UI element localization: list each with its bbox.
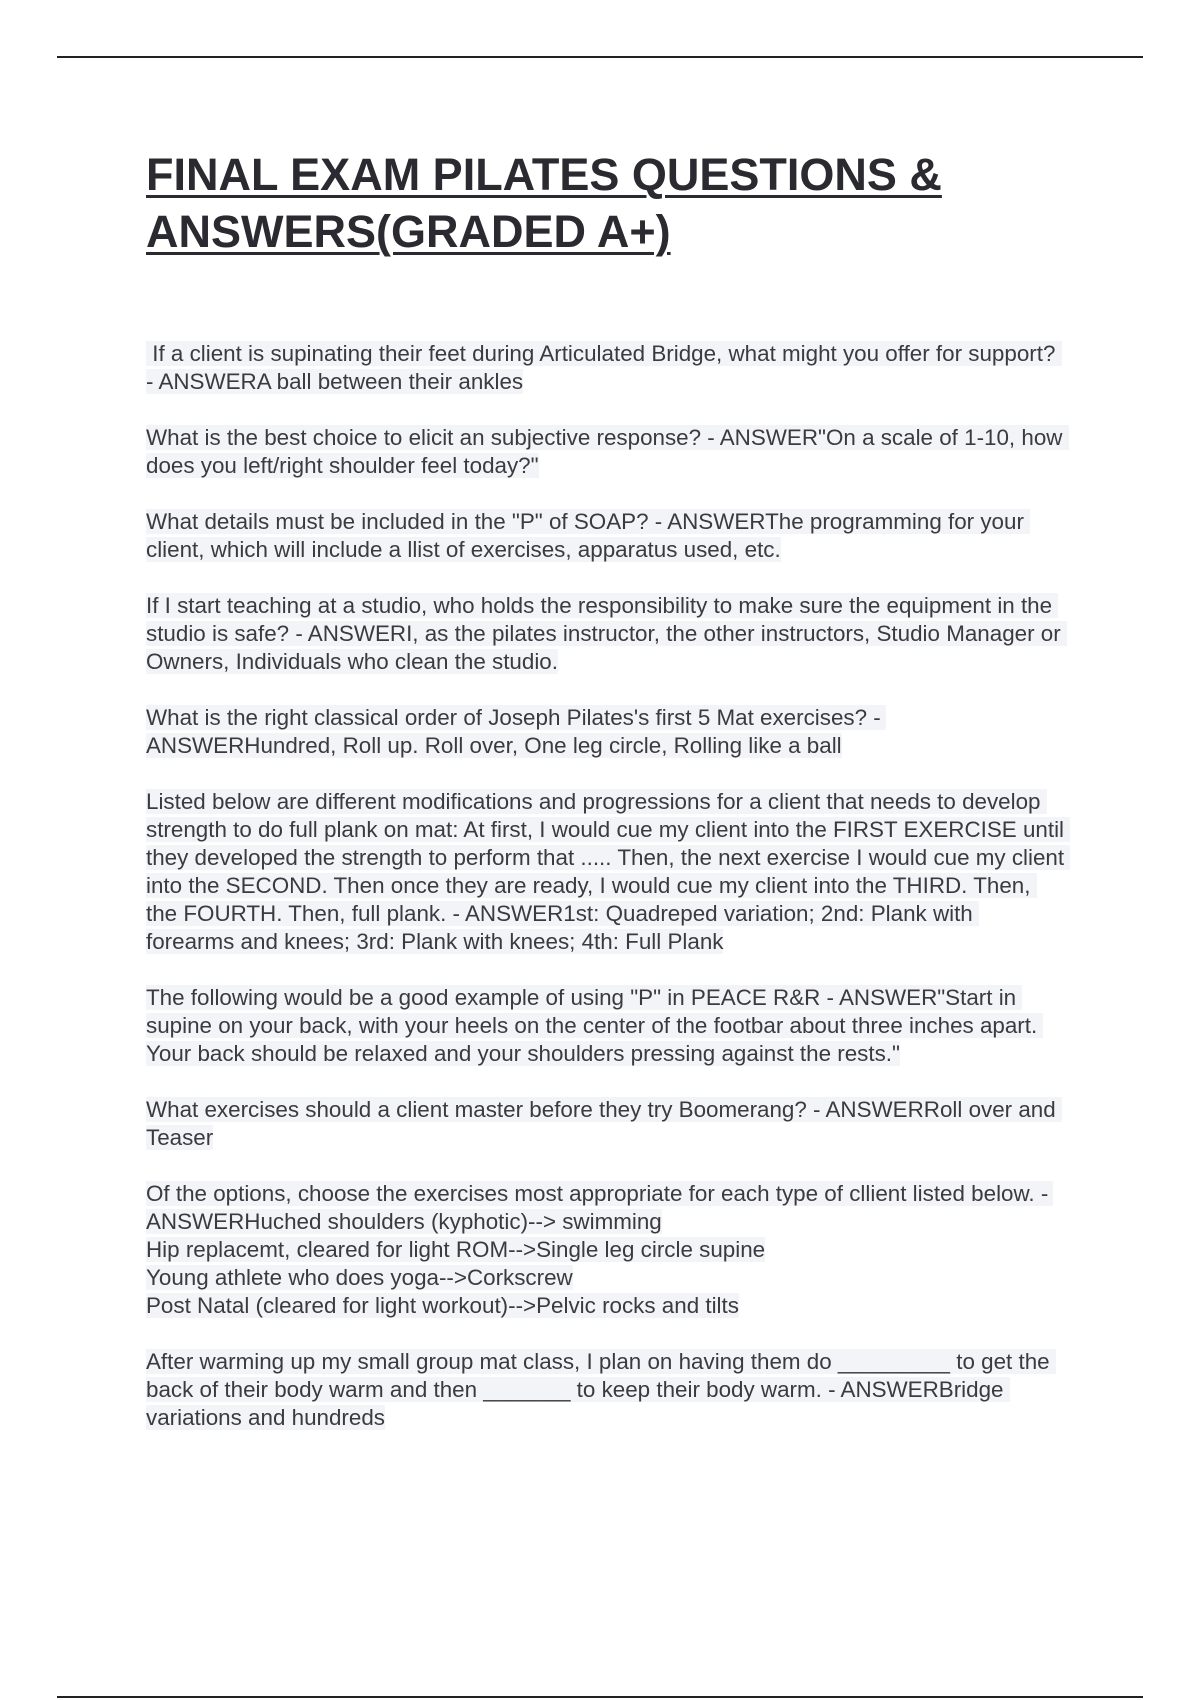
qa-item bbox=[146, 340, 1066, 396]
qa-text: What exercises should a client master before they try Boomerang? - ANSWERRoll over and Teaser bbox=[146, 1097, 1062, 1150]
qa-item bbox=[146, 508, 1066, 564]
bottom-divider bbox=[57, 1696, 1143, 1698]
qa-text: The following would be a good example of using "P" in PEACE R&R - ANSWER"Start in supine on your back, with your heels on the center of the footbar about three inches apart. Your back should be relaxed and your shoulders pressing against the rests." bbox=[146, 985, 1044, 1066]
qa-text: If a client is supinating their feet during Articulated Bridge, what might you offer for support? - ANSWERA ball between their ankles bbox=[146, 341, 1062, 394]
qa-item bbox=[146, 1348, 1066, 1432]
qa-item bbox=[146, 704, 1066, 760]
qa-text: If I start teaching at a studio, who holds the responsibility to make sure the equipment in the studio is safe? - ANSWERI, as the pilates instructor, the other instructors, Studio Manager or Owners, Individuals who clean the studio. bbox=[146, 593, 1067, 674]
qa-item bbox=[146, 984, 1066, 1068]
qa-text: After warming up my small group mat class, I plan on having them do _________ to get the back of their body warm and then _______ to keep their body warm. - ANSWERBridge variations and hundreds bbox=[146, 1349, 1056, 1430]
qa-item bbox=[146, 1180, 1066, 1320]
top-divider bbox=[57, 56, 1143, 58]
document-title: FINAL EXAM PILATES QUESTIONS & ANSWERS(GRADED A+) bbox=[146, 149, 942, 257]
qa-text: What is the best choice to elicit an subjective response? - ANSWER"On a scale of 1-10, how does you left/right shoulder feel today?" bbox=[146, 425, 1069, 478]
qa-text: What details must be included in the "P" of SOAP? - ANSWERThe programming for your client, which will include a llist of exercises, apparatus used, etc. bbox=[146, 509, 1031, 562]
qa-text: Listed below are different modifications and progressions for a client that needs to develop strength to do full plank on mat: At first, I would cue my client into the FIRST EXERCISE until they developed the strength to perform that ..... Then, the next exercise I would cue my client into the SECOND. Then once they are ready, I would cue my client into the THIRD. Then, the FOURTH. Then, full plank. - ANSWER1st: Quadreped variation; 2nd: Plank with forearms and knees; 3rd: Plank with knees; 4th: Full Plank bbox=[146, 789, 1071, 954]
qa-item bbox=[146, 424, 1069, 480]
qa-text: Of the options, choose the exercises most appropriate for each type of cllient listed below. - ANSWERHuched shoulders (kyphotic)--> swimming Hip replacemt, cleared for light ROM-->Single leg circle supine Young athlete who does yoga-->Corkscrew Post Natal (cleared for light workout)-->Pelvic rocks and tilts bbox=[146, 1181, 1053, 1318]
qa-text: What is the right classical order of Joseph Pilates's first 5 Mat exercises? - ANSWERHundred, Roll up. Roll over, One leg circle, Rolling like a ball bbox=[146, 705, 886, 758]
qa-item bbox=[146, 1096, 1066, 1152]
qa-item bbox=[146, 592, 1066, 676]
qa-item bbox=[146, 788, 1071, 956]
qa-list bbox=[146, 340, 1071, 1460]
